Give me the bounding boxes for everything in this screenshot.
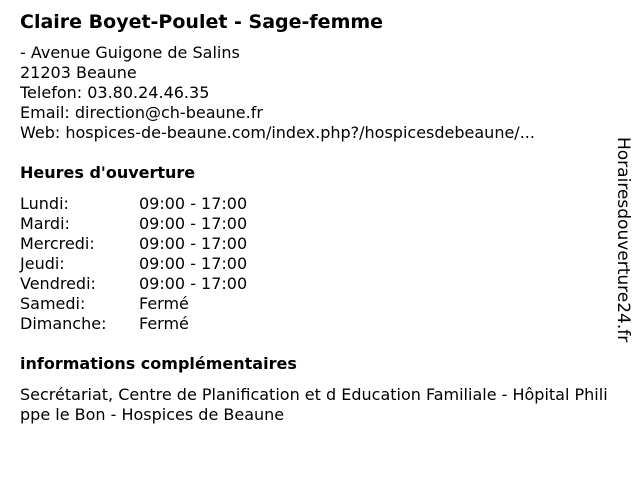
additional-info-text: Secrétariat, Centre de Planification et d Education Familiale - Hôpital Philippe le Bon - Hospices de Beaune [20, 385, 608, 424]
phone-number: Telefon: 03.80.24.46.35 [20, 83, 210, 102]
brand-watermark-text: Horairesdouverture24.fr [613, 137, 633, 343]
time-value: 09:00 - 17:00 [139, 254, 248, 273]
time-value: 09:00 - 17:00 [139, 234, 248, 253]
hours-row-saturday [20, 294, 612, 314]
day-label: Mercredi: [20, 234, 95, 253]
day-label: Jeudi: [20, 254, 65, 273]
address-street: - Avenue Guigone de Salins [20, 43, 240, 62]
day-label: Vendredi: [20, 274, 96, 293]
time-value: 09:00 - 17:00 [139, 214, 248, 233]
business-title: Claire Boyet-Poulet - Sage-femme [20, 11, 384, 33]
email-address: Email: direction@ch-beaune.fr [20, 103, 263, 122]
hours-row-wednesday [20, 234, 612, 254]
time-value: Fermé [139, 314, 189, 333]
hours-row-friday [20, 274, 612, 294]
hours-row-tuesday [20, 214, 612, 234]
day-label: Mardi: [20, 214, 70, 233]
opening-hours-heading: Heures d'ouverture [20, 163, 196, 182]
address-city: 21203 Beaune [20, 63, 137, 82]
time-value: 09:00 - 17:00 [139, 194, 248, 213]
time-value: Fermé [139, 294, 189, 313]
day-label: Lundi: [20, 194, 69, 213]
day-label: Samedi: [20, 294, 86, 313]
additional-info-heading: informations complémentaires [20, 354, 297, 373]
hours-row-thursday [20, 254, 612, 274]
hours-row-monday [20, 194, 612, 214]
business-card [20, 10, 612, 425]
day-label: Dimanche: [20, 314, 107, 333]
hours-row-sunday [20, 314, 612, 334]
opening-hours-table [20, 194, 612, 334]
time-value: 09:00 - 17:00 [139, 274, 248, 293]
website-url: Web: hospices-de-beaune.com/index.php?/hospicesdebeaune/... [20, 123, 535, 142]
